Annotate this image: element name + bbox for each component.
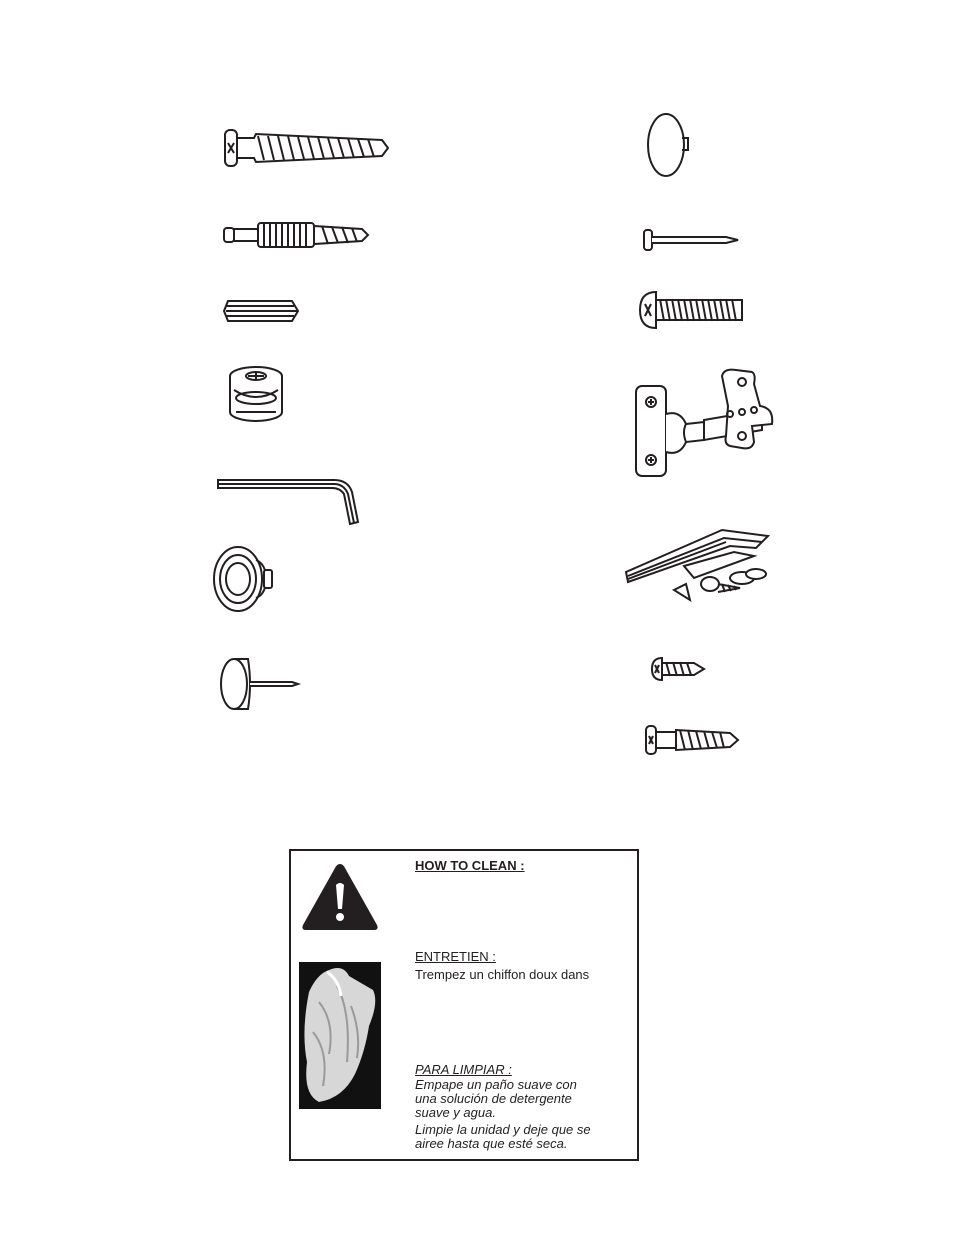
short-screw-icon [650, 656, 708, 682]
es-text-line: Limpie la unidad y deje que se [415, 1122, 591, 1137]
cover-cap-icon [646, 112, 694, 178]
machine-screw-icon [638, 290, 748, 330]
es-text-line: Empape un paño suave con [415, 1077, 577, 1092]
cam-dowel-bolt-icon [222, 218, 372, 252]
es-text-line: una solución de detergente [415, 1091, 572, 1106]
concealed-hinge-icon [634, 366, 780, 478]
connector-bolt-short-icon [644, 724, 744, 756]
fr-text: Trempez un chiffon doux dans [415, 967, 590, 982]
fr-heading: ENTRETIEN : [415, 949, 496, 964]
wood-dowel-icon [222, 298, 302, 324]
anti-tip-strap-kit-icon [624, 526, 774, 606]
nail-icon [642, 228, 742, 252]
es-text-line: suave y agua. [415, 1105, 496, 1120]
warning-triangle-icon [300, 861, 380, 938]
round-knob-icon [212, 544, 276, 614]
care-instructions-box [289, 849, 639, 1161]
connector-bolt-icon [222, 128, 392, 168]
cam-lock-icon [226, 364, 286, 424]
felt-pad-nail-icon [218, 656, 302, 712]
en-heading: HOW TO CLEAN : [415, 858, 525, 873]
allen-key-icon [214, 476, 364, 528]
es-text-line: airee hasta que esté seca. [415, 1136, 568, 1151]
es-heading: PARA LIMPIAR : [415, 1062, 512, 1077]
cloth-photo [299, 962, 381, 1109]
